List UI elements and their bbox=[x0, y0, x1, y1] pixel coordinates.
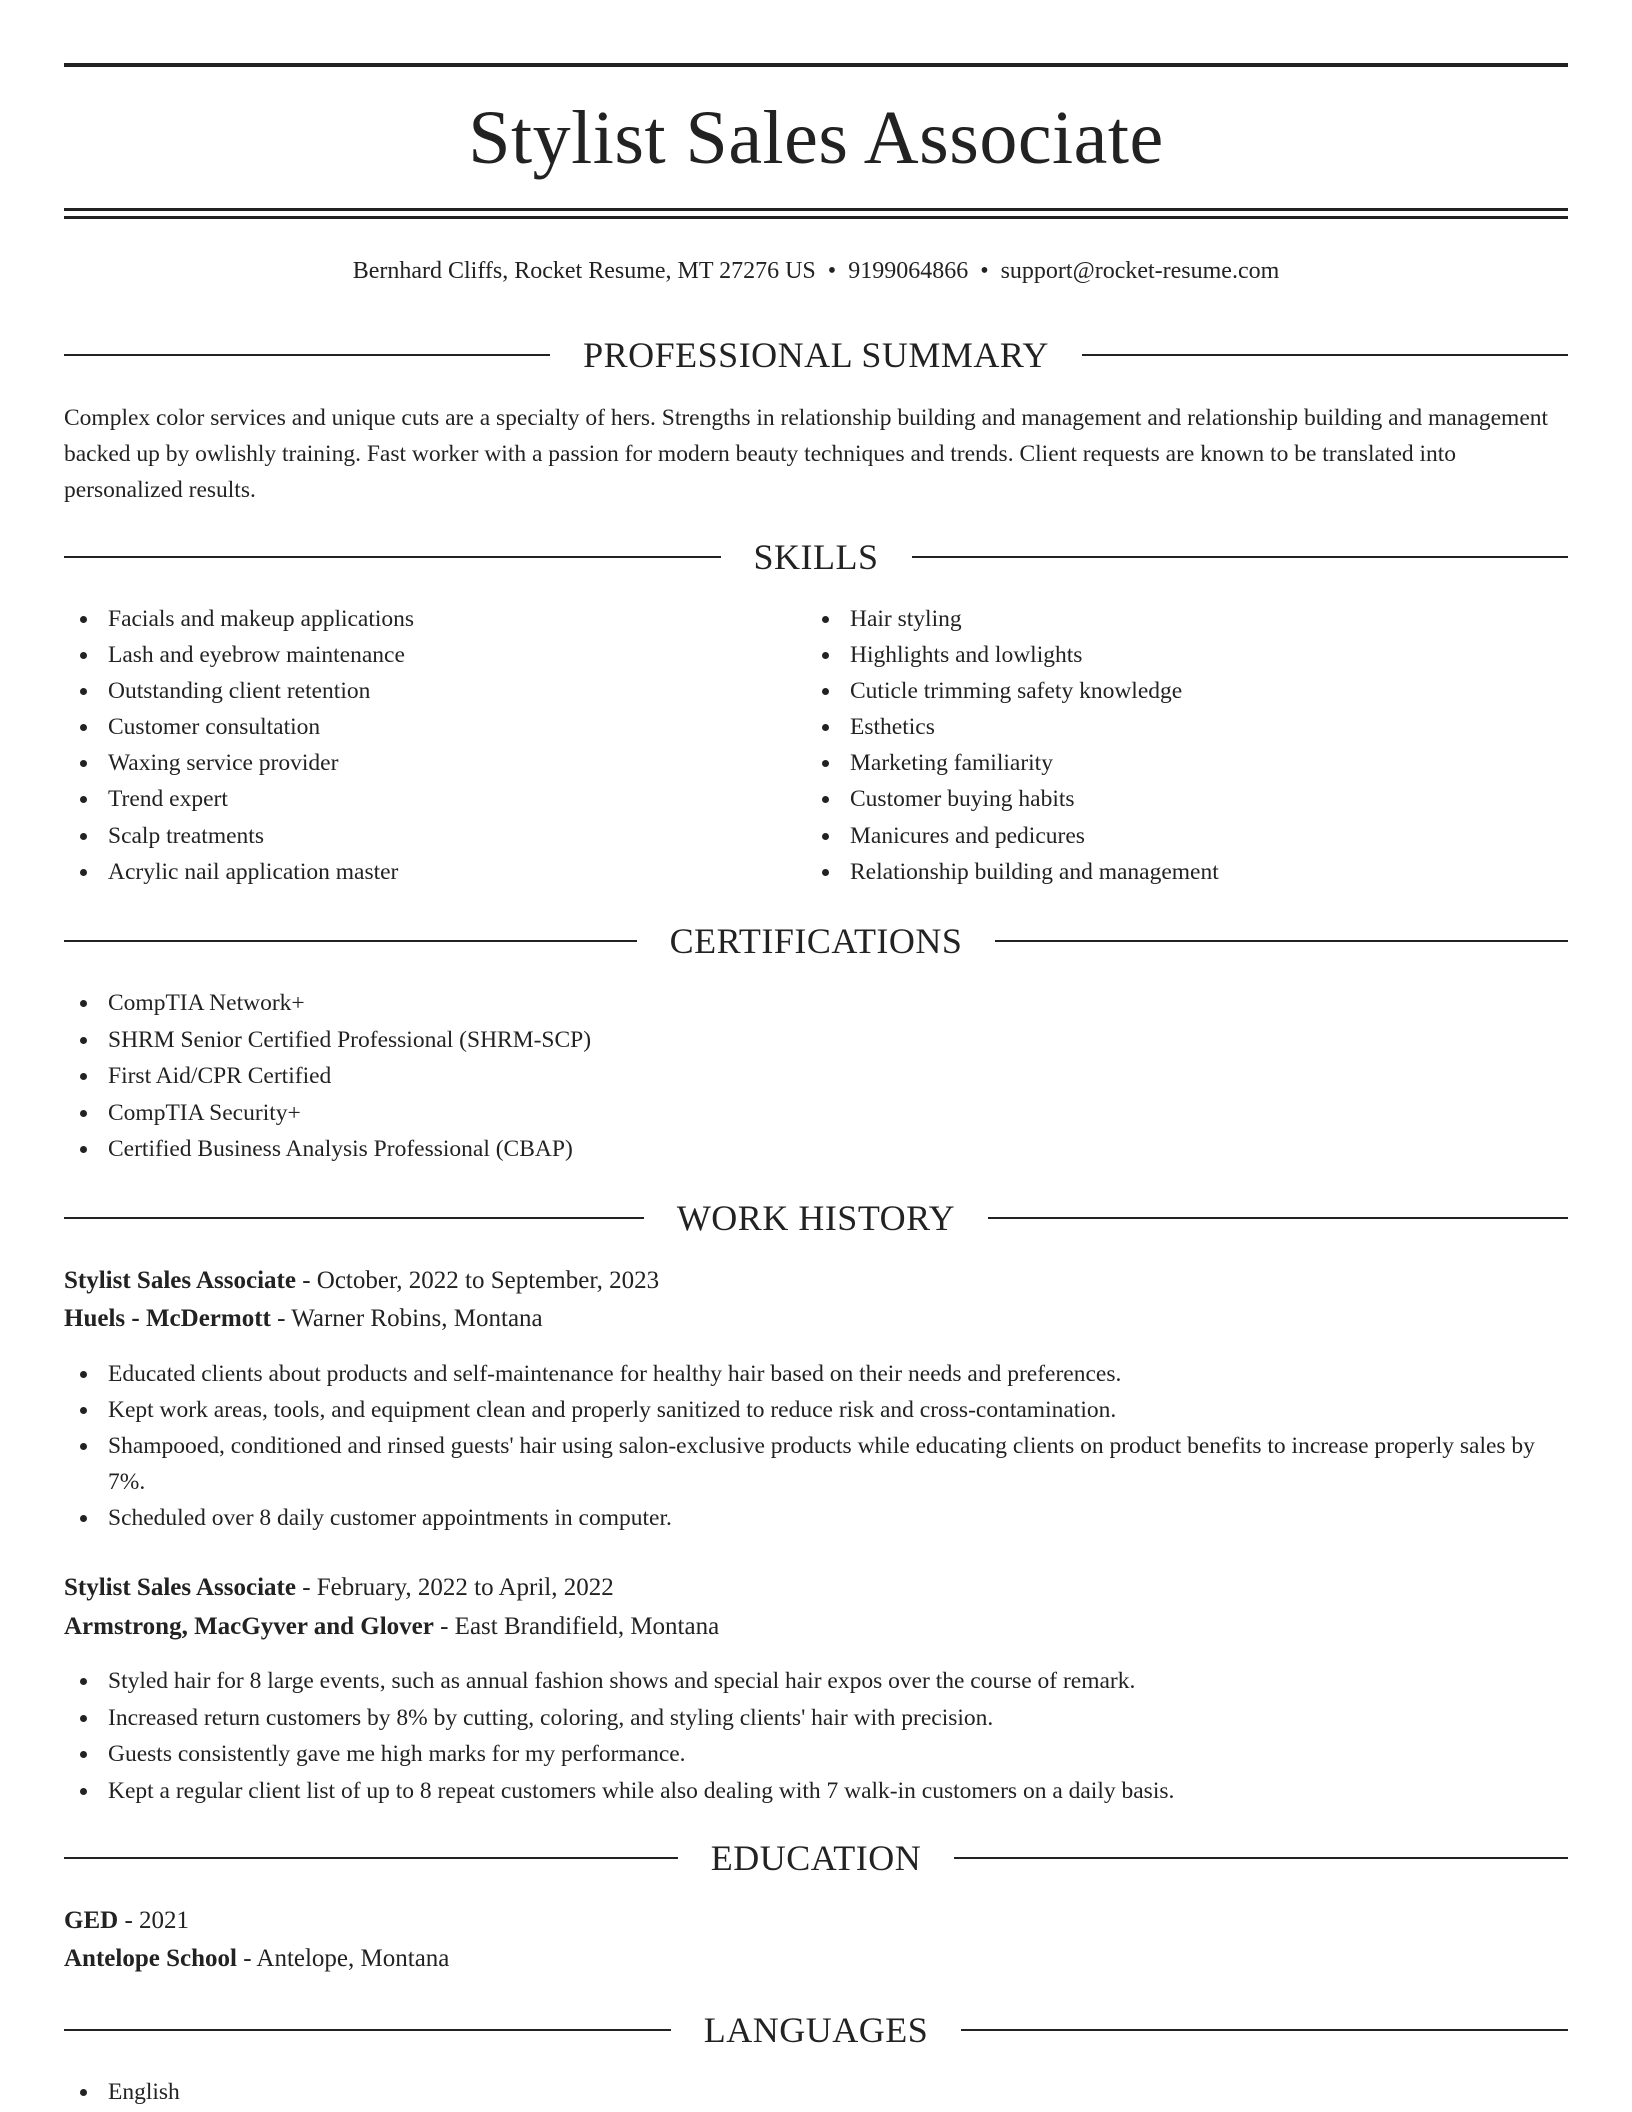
contact-line bbox=[64, 254, 1568, 288]
heading-rule bbox=[954, 1857, 1568, 1859]
heading-rule bbox=[995, 940, 1568, 942]
job-bullet: Shampooed, conditioned and rinsed guests' hair using salon-exclusive products while educating clients on product benefits to increase properly sales by 7%. bbox=[64, 1428, 1568, 1500]
education-school: Antelope School bbox=[64, 1945, 237, 1972]
education-year: - 2021 bbox=[118, 1907, 190, 1934]
skills-list-left bbox=[64, 601, 804, 890]
skill-item: Customer buying habits bbox=[806, 781, 1568, 817]
job-title-line bbox=[64, 1262, 1568, 1300]
education-location: - Antelope, Montana bbox=[236, 1945, 450, 1972]
heading-rule bbox=[64, 556, 721, 558]
skills-list-right bbox=[806, 601, 1568, 890]
skill-item: Trend expert bbox=[64, 781, 804, 817]
heading-rule bbox=[988, 1217, 1568, 1219]
heading-rule bbox=[64, 940, 637, 942]
heading-rule bbox=[961, 2029, 1568, 2031]
certification-item: CompTIA Network+ bbox=[64, 985, 1568, 1022]
skill-item: Outstanding client retention bbox=[64, 673, 804, 709]
education-degree-line bbox=[64, 1902, 1568, 1940]
skill-item: Waxing service provider bbox=[64, 745, 804, 781]
skill-item: Manicures and pedicures bbox=[806, 818, 1568, 854]
job-bullet: Kept work areas, tools, and equipment clean and properly sanitized to reduce risk and cross-contamination. bbox=[64, 1392, 1568, 1428]
certifications-list bbox=[64, 985, 1568, 1168]
education-school-line bbox=[64, 1940, 1568, 1978]
section-title: SKILLS bbox=[753, 537, 879, 577]
skill-item: Relationship building and management bbox=[806, 854, 1568, 890]
contact-separator: • bbox=[980, 258, 989, 284]
section-title: WORK HISTORY bbox=[676, 1198, 956, 1238]
summary-heading bbox=[64, 332, 1568, 378]
languages-list bbox=[64, 2074, 1568, 2110]
contact-email: support@rocket-resume.com bbox=[1000, 258, 1280, 284]
skill-item: Hair styling bbox=[806, 601, 1568, 637]
job-bullet: Kept a regular client list of up to 8 repeat customers while also dealing with 7 walk-in customers on a daily basis. bbox=[64, 1773, 1568, 1810]
job-role: Stylist Sales Associate bbox=[64, 1574, 296, 1601]
languages-heading bbox=[64, 2007, 1568, 2053]
certification-item: First Aid/CPR Certified bbox=[64, 1058, 1568, 1095]
top-rule bbox=[64, 63, 1568, 67]
job-bullet: Educated clients about products and self-maintenance for healthy hair based on their needs and preferences. bbox=[64, 1356, 1568, 1392]
job-bullets bbox=[64, 1663, 1568, 1809]
resume-name: Stylist Sales Associate bbox=[468, 96, 1164, 180]
heading-rule bbox=[1082, 354, 1568, 356]
section-title: LANGUAGES bbox=[703, 2010, 929, 2050]
certification-item: CompTIA Security+ bbox=[64, 1095, 1568, 1132]
job-dates: - February, 2022 to April, 2022 bbox=[295, 1574, 614, 1601]
skill-item: Esthetics bbox=[806, 709, 1568, 745]
job-location: - Warner Robins, Montana bbox=[270, 1305, 543, 1332]
job-role: Stylist Sales Associate bbox=[64, 1267, 296, 1294]
work-history-heading bbox=[64, 1195, 1568, 1241]
section-title: EDUCATION bbox=[710, 1838, 922, 1878]
job-location: - East Brandifield, Montana bbox=[433, 1613, 720, 1640]
skill-item: Customer consultation bbox=[64, 709, 804, 745]
job-title-line bbox=[64, 1569, 1568, 1607]
certifications-heading bbox=[64, 918, 1568, 964]
education-heading bbox=[64, 1835, 1568, 1881]
header-double-rule-lower bbox=[64, 216, 1568, 219]
heading-rule bbox=[64, 1217, 644, 1219]
job-company: Huels - McDermott bbox=[64, 1305, 271, 1332]
skill-item: Marketing familiarity bbox=[806, 745, 1568, 781]
section-title: PROFESSIONAL SUMMARY bbox=[583, 335, 1049, 375]
language-item: English bbox=[64, 2074, 1568, 2110]
contact-separator: • bbox=[827, 258, 837, 284]
skill-item: Acrylic nail application master bbox=[64, 854, 804, 890]
contact-address: Bernhard Cliffs, Rocket Resume, MT 27276 US bbox=[352, 258, 816, 284]
skill-item: Scalp treatments bbox=[64, 818, 804, 854]
summary-text: Complex color services and unique cuts are a specialty of hers. Strengths in relationship building and management and relationship building and management backed up by owlishly training. Fast worker with a passion for modern beauty techniques and trends. Client requests are known to be translated into personalized results. bbox=[64, 405, 1549, 503]
heading-rule bbox=[64, 354, 550, 356]
job-bullet: Scheduled over 8 daily customer appointments in computer. bbox=[64, 1500, 1568, 1536]
skills-heading bbox=[64, 534, 1568, 580]
skill-item: Lash and eyebrow maintenance bbox=[64, 637, 804, 673]
section-title: CERTIFICATIONS bbox=[669, 921, 963, 961]
job-company: Armstrong, MacGyver and Glover bbox=[64, 1613, 434, 1640]
heading-rule bbox=[912, 556, 1569, 558]
job-bullet: Guests consistently gave me high marks for my performance. bbox=[64, 1736, 1568, 1773]
skill-item: Highlights and lowlights bbox=[806, 637, 1568, 673]
job-dates: - October, 2022 to September, 2023 bbox=[295, 1267, 660, 1294]
job-bullet: Increased return customers by 8% by cutting, coloring, and styling clients' hair with precision. bbox=[64, 1700, 1568, 1737]
contact-phone: 9199064866 bbox=[848, 258, 969, 284]
skill-item: Cuticle trimming safety knowledge bbox=[806, 673, 1568, 709]
education-degree: GED bbox=[64, 1907, 119, 1934]
certification-item: Certified Business Analysis Professional (CBAP) bbox=[64, 1131, 1568, 1168]
job-bullet: Styled hair for 8 large events, such as annual fashion shows and special hair expos over the course of remark. bbox=[64, 1663, 1568, 1700]
job-company-line bbox=[64, 1608, 1568, 1646]
heading-rule bbox=[64, 1857, 678, 1859]
skill-item: Facials and makeup applications bbox=[64, 601, 804, 637]
header-double-rule-upper bbox=[64, 208, 1568, 211]
job-company-line bbox=[64, 1300, 1568, 1338]
job-bullets bbox=[64, 1356, 1568, 1536]
heading-rule bbox=[64, 2029, 671, 2031]
certification-item: SHRM Senior Certified Professional (SHRM-SCP) bbox=[64, 1022, 1568, 1059]
